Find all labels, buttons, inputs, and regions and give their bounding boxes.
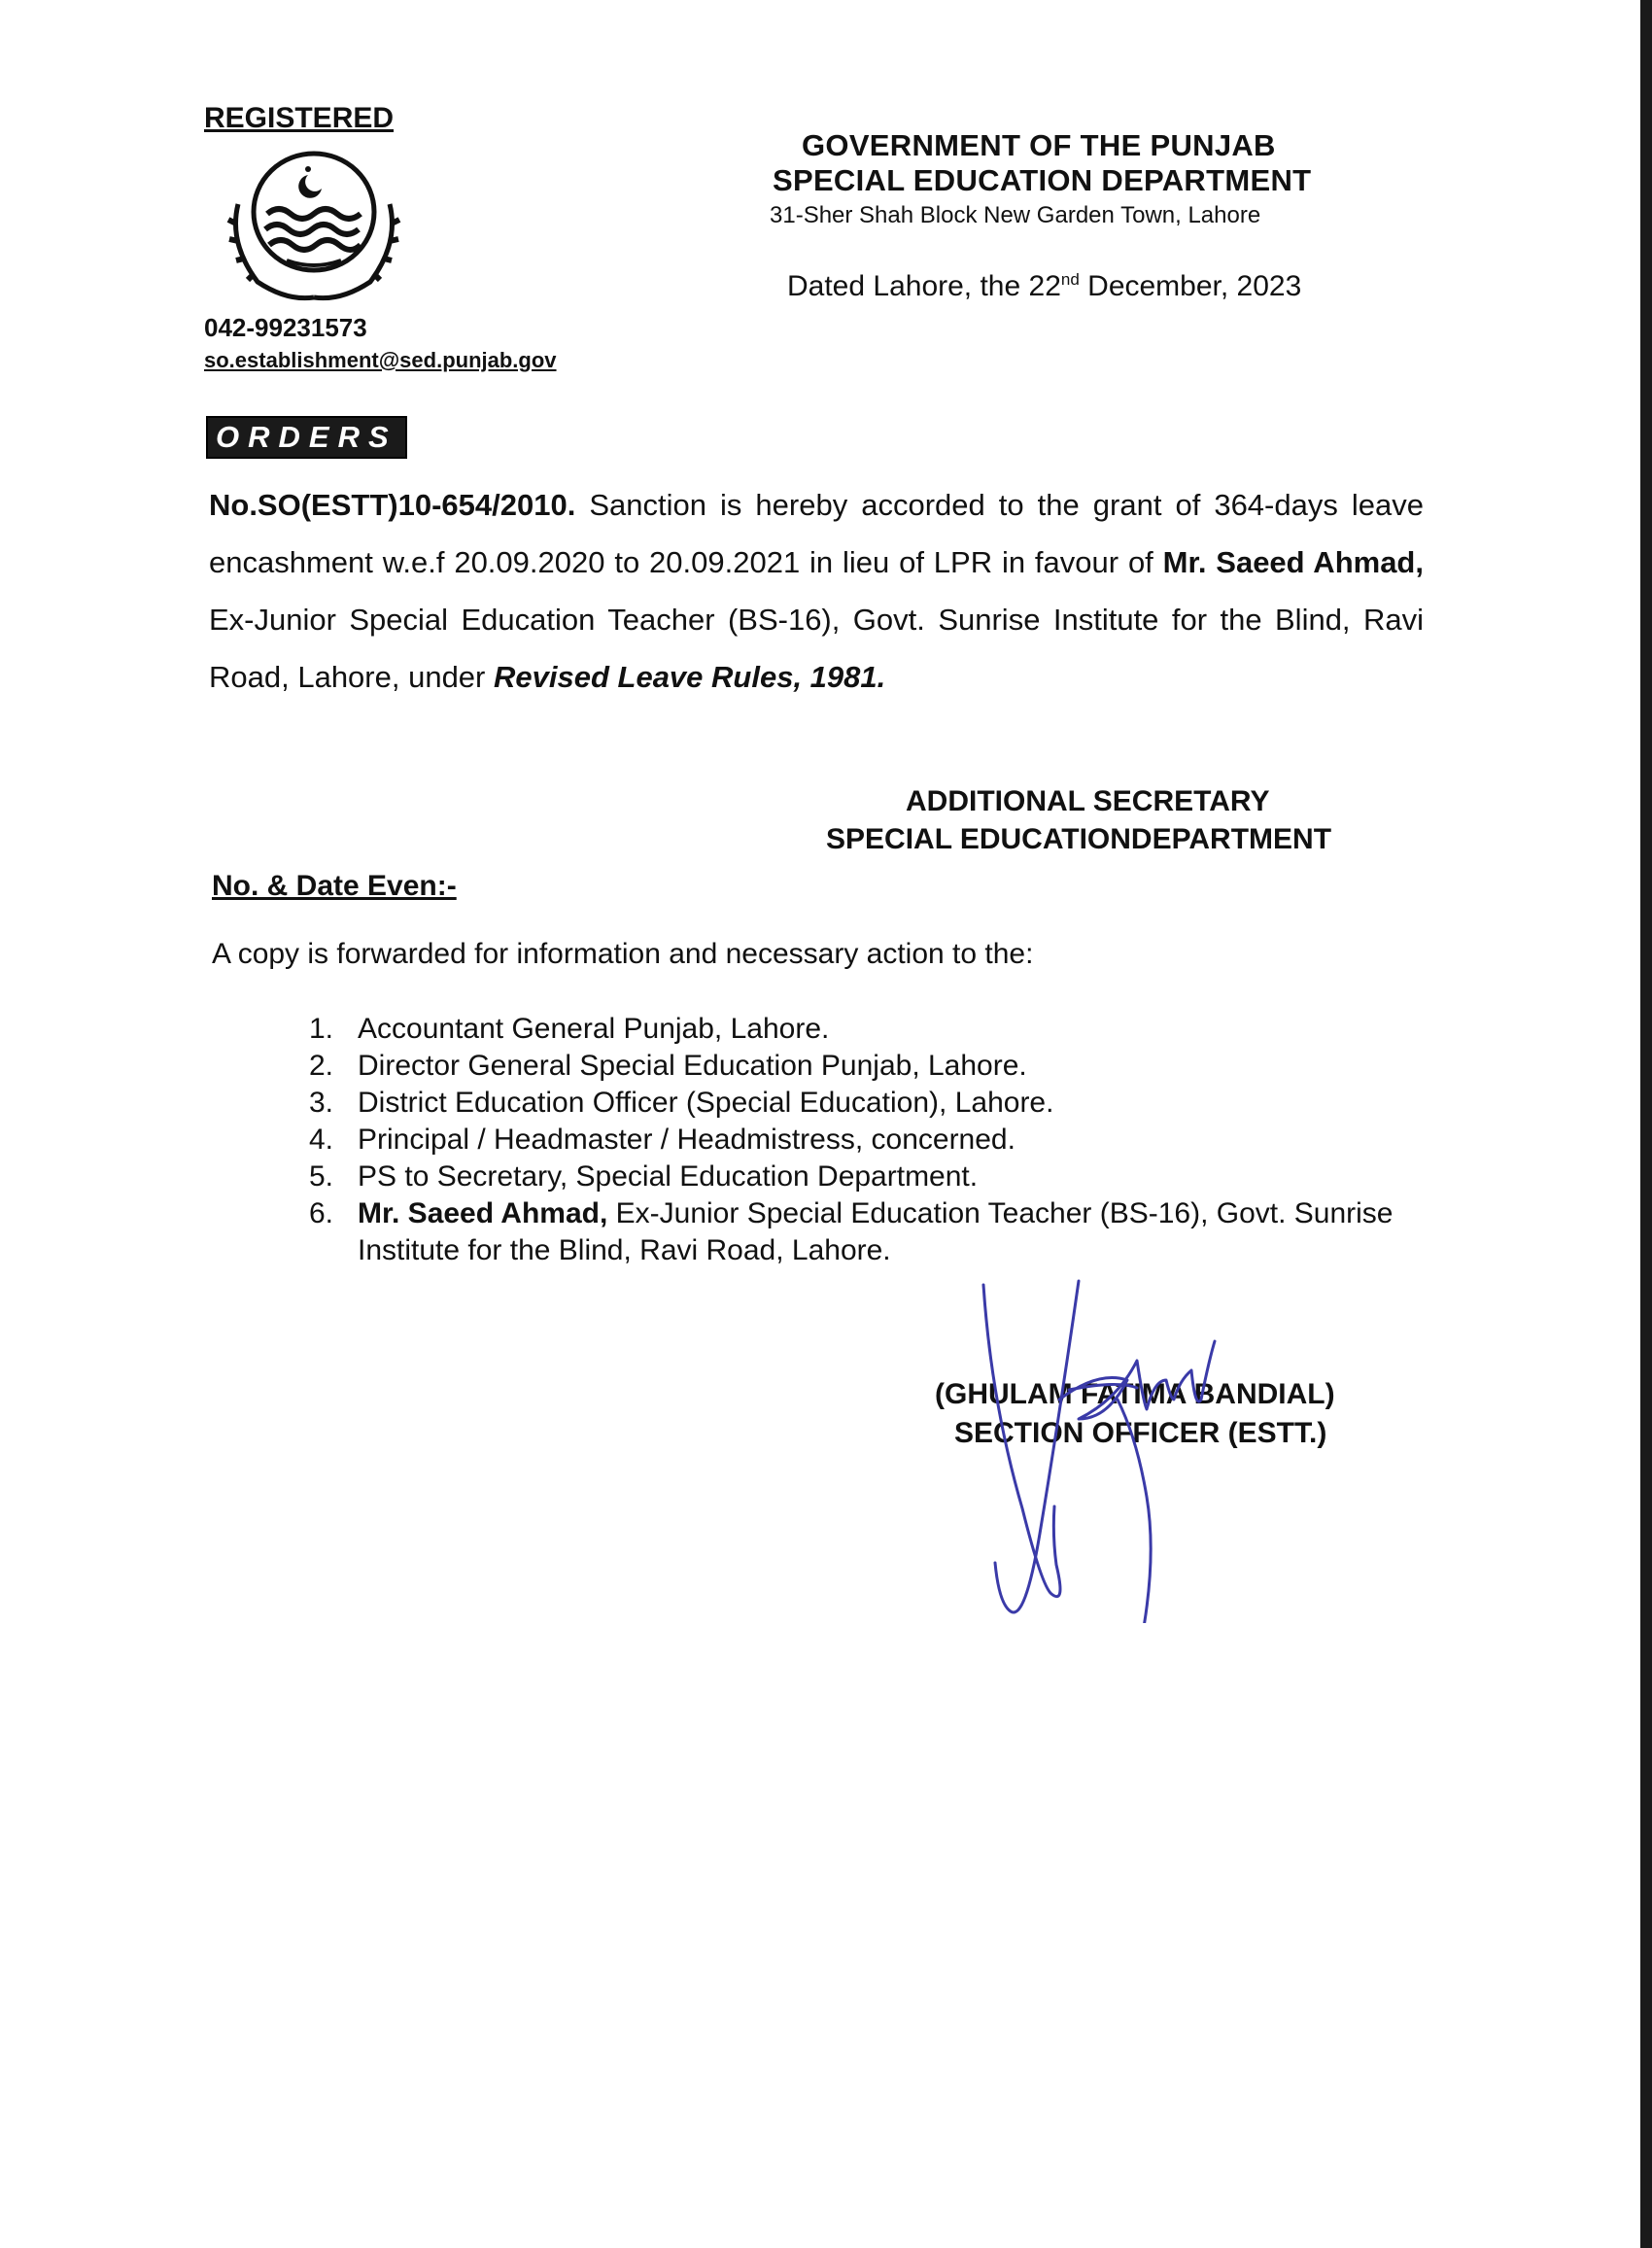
- phone-number: 042-99231573: [204, 313, 367, 342]
- scan-edge: [1640, 0, 1652, 2248]
- handwritten-signature: [962, 1273, 1283, 1623]
- order-text-1: Sanction is hereby accorded to the grant of 364-days leave encashment w.e.f 20.09.2020 to 20.09.2021 in lieu of LPR in favour of: [209, 488, 1424, 579]
- orders-label: ORDERS: [206, 416, 407, 459]
- copy-heading: No. & Date Even:-: [212, 870, 457, 902]
- date-suffix: December, 2023: [1079, 270, 1302, 302]
- order-paragraph: [209, 476, 1424, 706]
- employee-name: Mr. Saeed Ahmad,: [1162, 545, 1424, 579]
- list-item: 4. Principal / Headmaster / Headmistress, concerned.: [309, 1124, 1015, 1156]
- list-item: 1. Accountant General Punjab, Lahore.: [309, 1013, 830, 1045]
- order-text-2: Ex-Junior Special Education Teacher (BS-16), Govt. Sunrise Institute for the Blind, Ravi Road, Lahore, under: [209, 603, 1424, 694]
- date-prefix: Dated Lahore, the 22: [787, 270, 1061, 302]
- officer-name: (GHULAM FATIMA BANDIAL): [935, 1378, 1335, 1410]
- leave-rules: Revised Leave Rules, 1981.: [494, 660, 886, 694]
- registered-label: REGISTERED: [204, 102, 395, 134]
- list-item: 6. Mr. Saeed Ahmad, Ex-Junior Special Education Teacher (BS-16), Govt. Sunrise Institute for the Blind, Ravi Road, Lahore.: [309, 1197, 1394, 1266]
- email-address: so.establishment@sed.punjab.gov: [204, 348, 557, 372]
- date-line: [787, 270, 1301, 303]
- list-item: 3. District Education Officer (Special Education), Lahore.: [309, 1087, 1054, 1119]
- department-title: SPECIAL EDUCATION DEPARTMENT: [773, 163, 1312, 197]
- government-title: GOVERNMENT OF THE PUNJAB: [802, 128, 1276, 162]
- distribution-list: [309, 1011, 1427, 1269]
- copy-intro: A copy is forwarded for information and necessary action to the:: [212, 938, 1034, 970]
- order-number: No.SO(ESTT)10-654/2010.: [209, 488, 576, 522]
- date-ordinal: nd: [1060, 270, 1080, 289]
- signatory-title: ADDITIONAL SECRETARY: [906, 785, 1270, 817]
- officer-designation: SECTION OFFICER (ESTT.): [954, 1417, 1327, 1449]
- punjab-government-logo: [219, 146, 408, 306]
- signatory-department: SPECIAL EDUCATIONDEPARTMENT: [826, 823, 1332, 855]
- list-item: 2. Director General Special Education Punjab, Lahore.: [309, 1050, 1027, 1082]
- department-address: 31-Sher Shah Block New Garden Town, Lahore: [770, 202, 1261, 228]
- list-item: 5. PS to Secretary, Special Education Department.: [309, 1160, 979, 1193]
